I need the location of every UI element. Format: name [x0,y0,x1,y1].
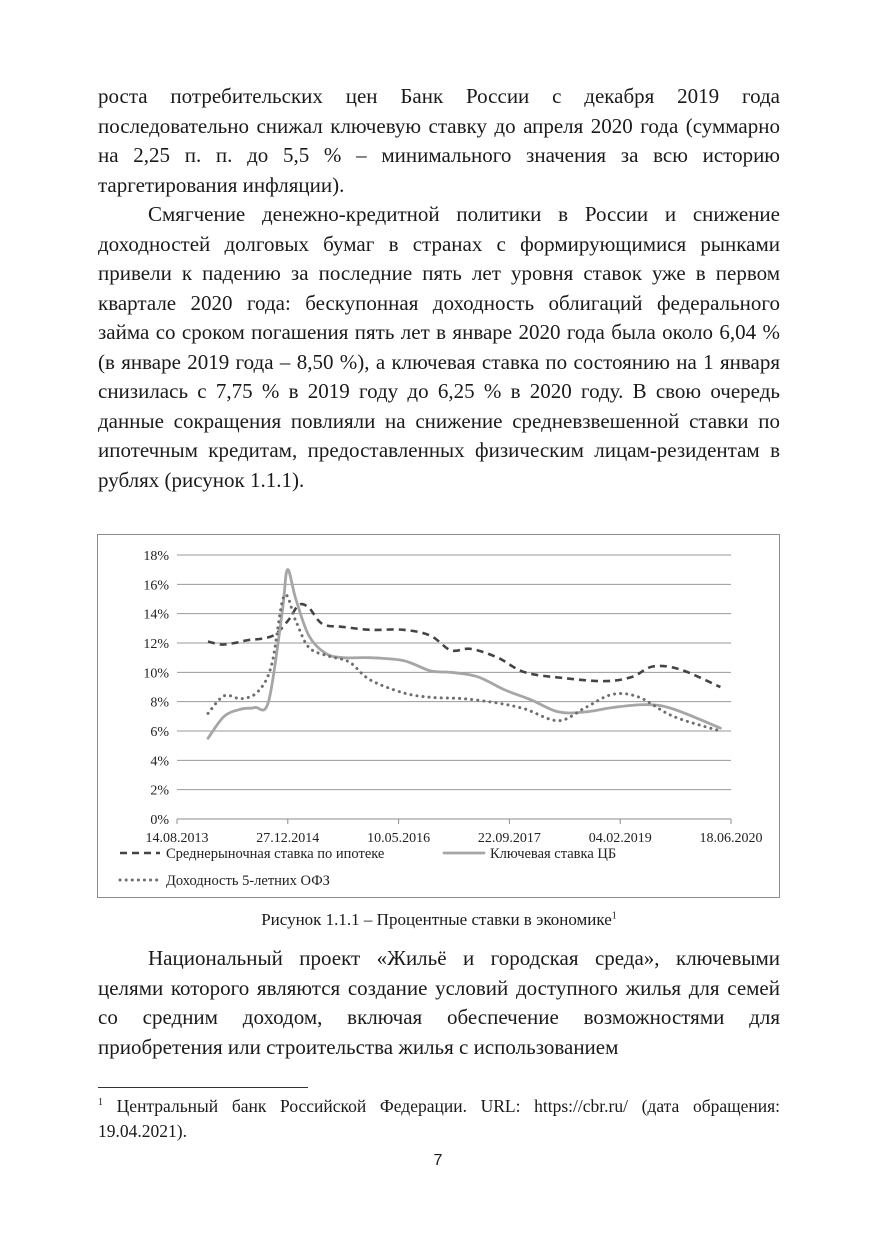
legend-label-1: Среднерыночная ставка по ипотеке [166,846,385,862]
chart-figure [97,534,780,898]
y-tick-label: 14% [143,607,169,623]
page-number: 7 [433,1152,443,1169]
y-tick-label: 4% [150,754,169,770]
y-tick-label: 6% [150,725,169,740]
x-tick-label: 04.02.2019 [588,831,652,846]
figure-caption [98,908,780,932]
x-tick-label: 22.09.2017 [477,831,541,846]
caption-text: Рисунок 1.1.1 – Процентные ставки в экономике [261,910,612,929]
y-tick-label: 0% [150,813,169,828]
caption-footnote-mark: 1 [611,910,617,922]
footnote [98,1094,780,1144]
footnote-text: Центральный банк Российской Федерации. URL: https://cbr.ru/ (дата обращения: 19.04.2021). [98,1096,780,1141]
x-tick-label: 10.05.2016 [367,831,431,846]
y-tick-label: 8% [150,695,169,711]
footnote-separator [98,1087,308,1088]
y-tick-label: 2% [150,783,169,799]
y-tick-label: 10% [143,666,169,682]
interest-rate-chart [98,535,779,897]
y-tick-label: 18% [143,549,169,564]
x-tick-label: 14.08.2013 [145,831,209,846]
footnote-mark: 1 [98,1097,103,1109]
x-tick-label: 18.06.2020 [699,831,763,846]
series-line-3 [208,595,720,731]
paragraph-1: роста потребительских цен Банк России с декабря 2019 года последовательно снижал ключевую ставку до апреля 2020 года (суммарно на 2,25 п. п. до 5,5 % – минимального значения за всю историю таргетирования инфляции). [98,84,780,197]
y-tick-label: 16% [143,578,169,594]
legend-label-3: Доходность 5-летних ОФЗ [166,873,330,889]
x-tick-label: 27.12.2014 [256,831,320,846]
paragraph-3: Национальный проект «Жильё и городская среда», ключевыми целями которого являются создание условий доступного жилья для семей со средним доходом, включая обеспечение возможностями для приобретения или строительства жилья с использованием [98,946,780,1059]
series-line-2 [208,569,720,738]
paragraph-2: Смягчение денежно-кредитной политики в России и снижение доходностей долговых бумаг в странах с формирующимися рынками привели к падению за последние пять лет уровня ставок уже в первом квартале 2020 года: бескупонная доходность облигаций федерального займа со сроком погашения пять лет в январе 2020 года была около 6,04 % (в январе 2019 года – 8,50 %), а ключевая ставка по состоянию на 1 января снизилась с 7,75 % в 2019 году до 6,25 % в 2020 году. В свою очередь данные сокращения повлияли на снижение средневзвешенной ставки по ипотечным кредитам, предоставленных физическим лицам-резидентам в рублях (рисунок 1.1.1). [98,202,780,492]
y-tick-label: 12% [143,637,169,652]
legend-label-2: Ключевая ставка ЦБ [490,846,617,862]
